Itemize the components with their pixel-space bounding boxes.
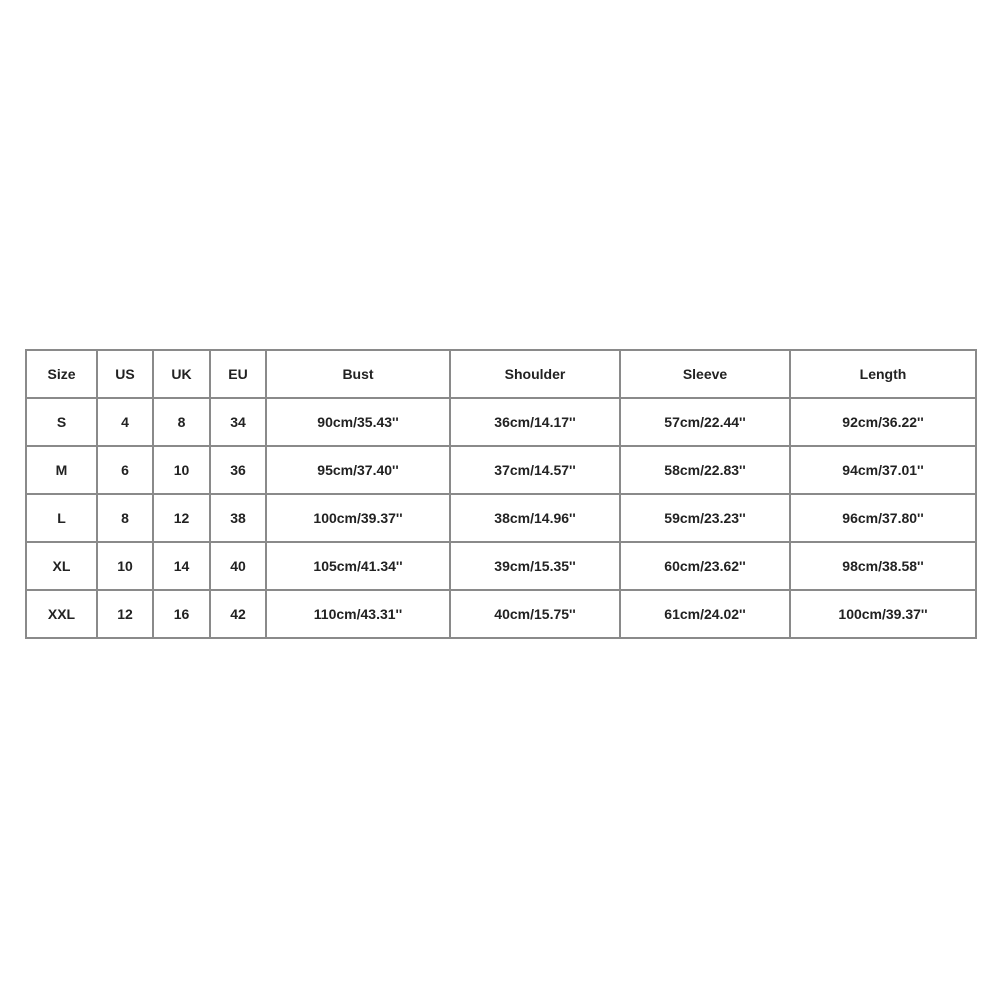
cell-sleeve: 58cm/22.83'': [620, 446, 790, 494]
cell-shoulder: 39cm/15.35'': [450, 542, 620, 590]
cell-length: 100cm/39.37'': [790, 590, 976, 638]
cell-sleeve: 61cm/24.02'': [620, 590, 790, 638]
cell-bust: 100cm/39.37'': [266, 494, 450, 542]
cell-shoulder: 36cm/14.17'': [450, 398, 620, 446]
cell-size: M: [26, 446, 97, 494]
cell-bust: 110cm/43.31'': [266, 590, 450, 638]
cell-size: XL: [26, 542, 97, 590]
cell-eu: 42: [210, 590, 266, 638]
header-sleeve: Sleeve: [620, 350, 790, 398]
cell-bust: 95cm/37.40'': [266, 446, 450, 494]
table-row: [26, 398, 976, 446]
cell-sleeve: 60cm/23.62'': [620, 542, 790, 590]
cell-sleeve: 57cm/22.44'': [620, 398, 790, 446]
header-us: US: [97, 350, 153, 398]
cell-us: 8: [97, 494, 153, 542]
cell-eu: 40: [210, 542, 266, 590]
cell-uk: 16: [153, 590, 210, 638]
cell-shoulder: 37cm/14.57'': [450, 446, 620, 494]
table-row: [26, 542, 976, 590]
cell-us: 12: [97, 590, 153, 638]
table-row: [26, 446, 976, 494]
cell-length: 94cm/37.01'': [790, 446, 976, 494]
table-row: [26, 590, 976, 638]
cell-length: 98cm/38.58'': [790, 542, 976, 590]
cell-eu: 38: [210, 494, 266, 542]
table-row: [26, 494, 976, 542]
header-length: Length: [790, 350, 976, 398]
cell-us: 10: [97, 542, 153, 590]
header-row: [26, 350, 976, 398]
cell-size: XXL: [26, 590, 97, 638]
cell-sleeve: 59cm/23.23'': [620, 494, 790, 542]
cell-uk: 12: [153, 494, 210, 542]
cell-length: 92cm/36.22'': [790, 398, 976, 446]
header-size: Size: [26, 350, 97, 398]
cell-size: L: [26, 494, 97, 542]
size-chart-table: [25, 349, 977, 639]
cell-us: 6: [97, 446, 153, 494]
cell-eu: 34: [210, 398, 266, 446]
cell-shoulder: 40cm/15.75'': [450, 590, 620, 638]
cell-uk: 10: [153, 446, 210, 494]
cell-uk: 8: [153, 398, 210, 446]
cell-bust: 105cm/41.34'': [266, 542, 450, 590]
header-eu: EU: [210, 350, 266, 398]
cell-shoulder: 38cm/14.96'': [450, 494, 620, 542]
cell-uk: 14: [153, 542, 210, 590]
header-uk: UK: [153, 350, 210, 398]
header-bust: Bust: [266, 350, 450, 398]
cell-eu: 36: [210, 446, 266, 494]
cell-bust: 90cm/35.43'': [266, 398, 450, 446]
cell-length: 96cm/37.80'': [790, 494, 976, 542]
cell-size: S: [26, 398, 97, 446]
header-shoulder: Shoulder: [450, 350, 620, 398]
cell-us: 4: [97, 398, 153, 446]
